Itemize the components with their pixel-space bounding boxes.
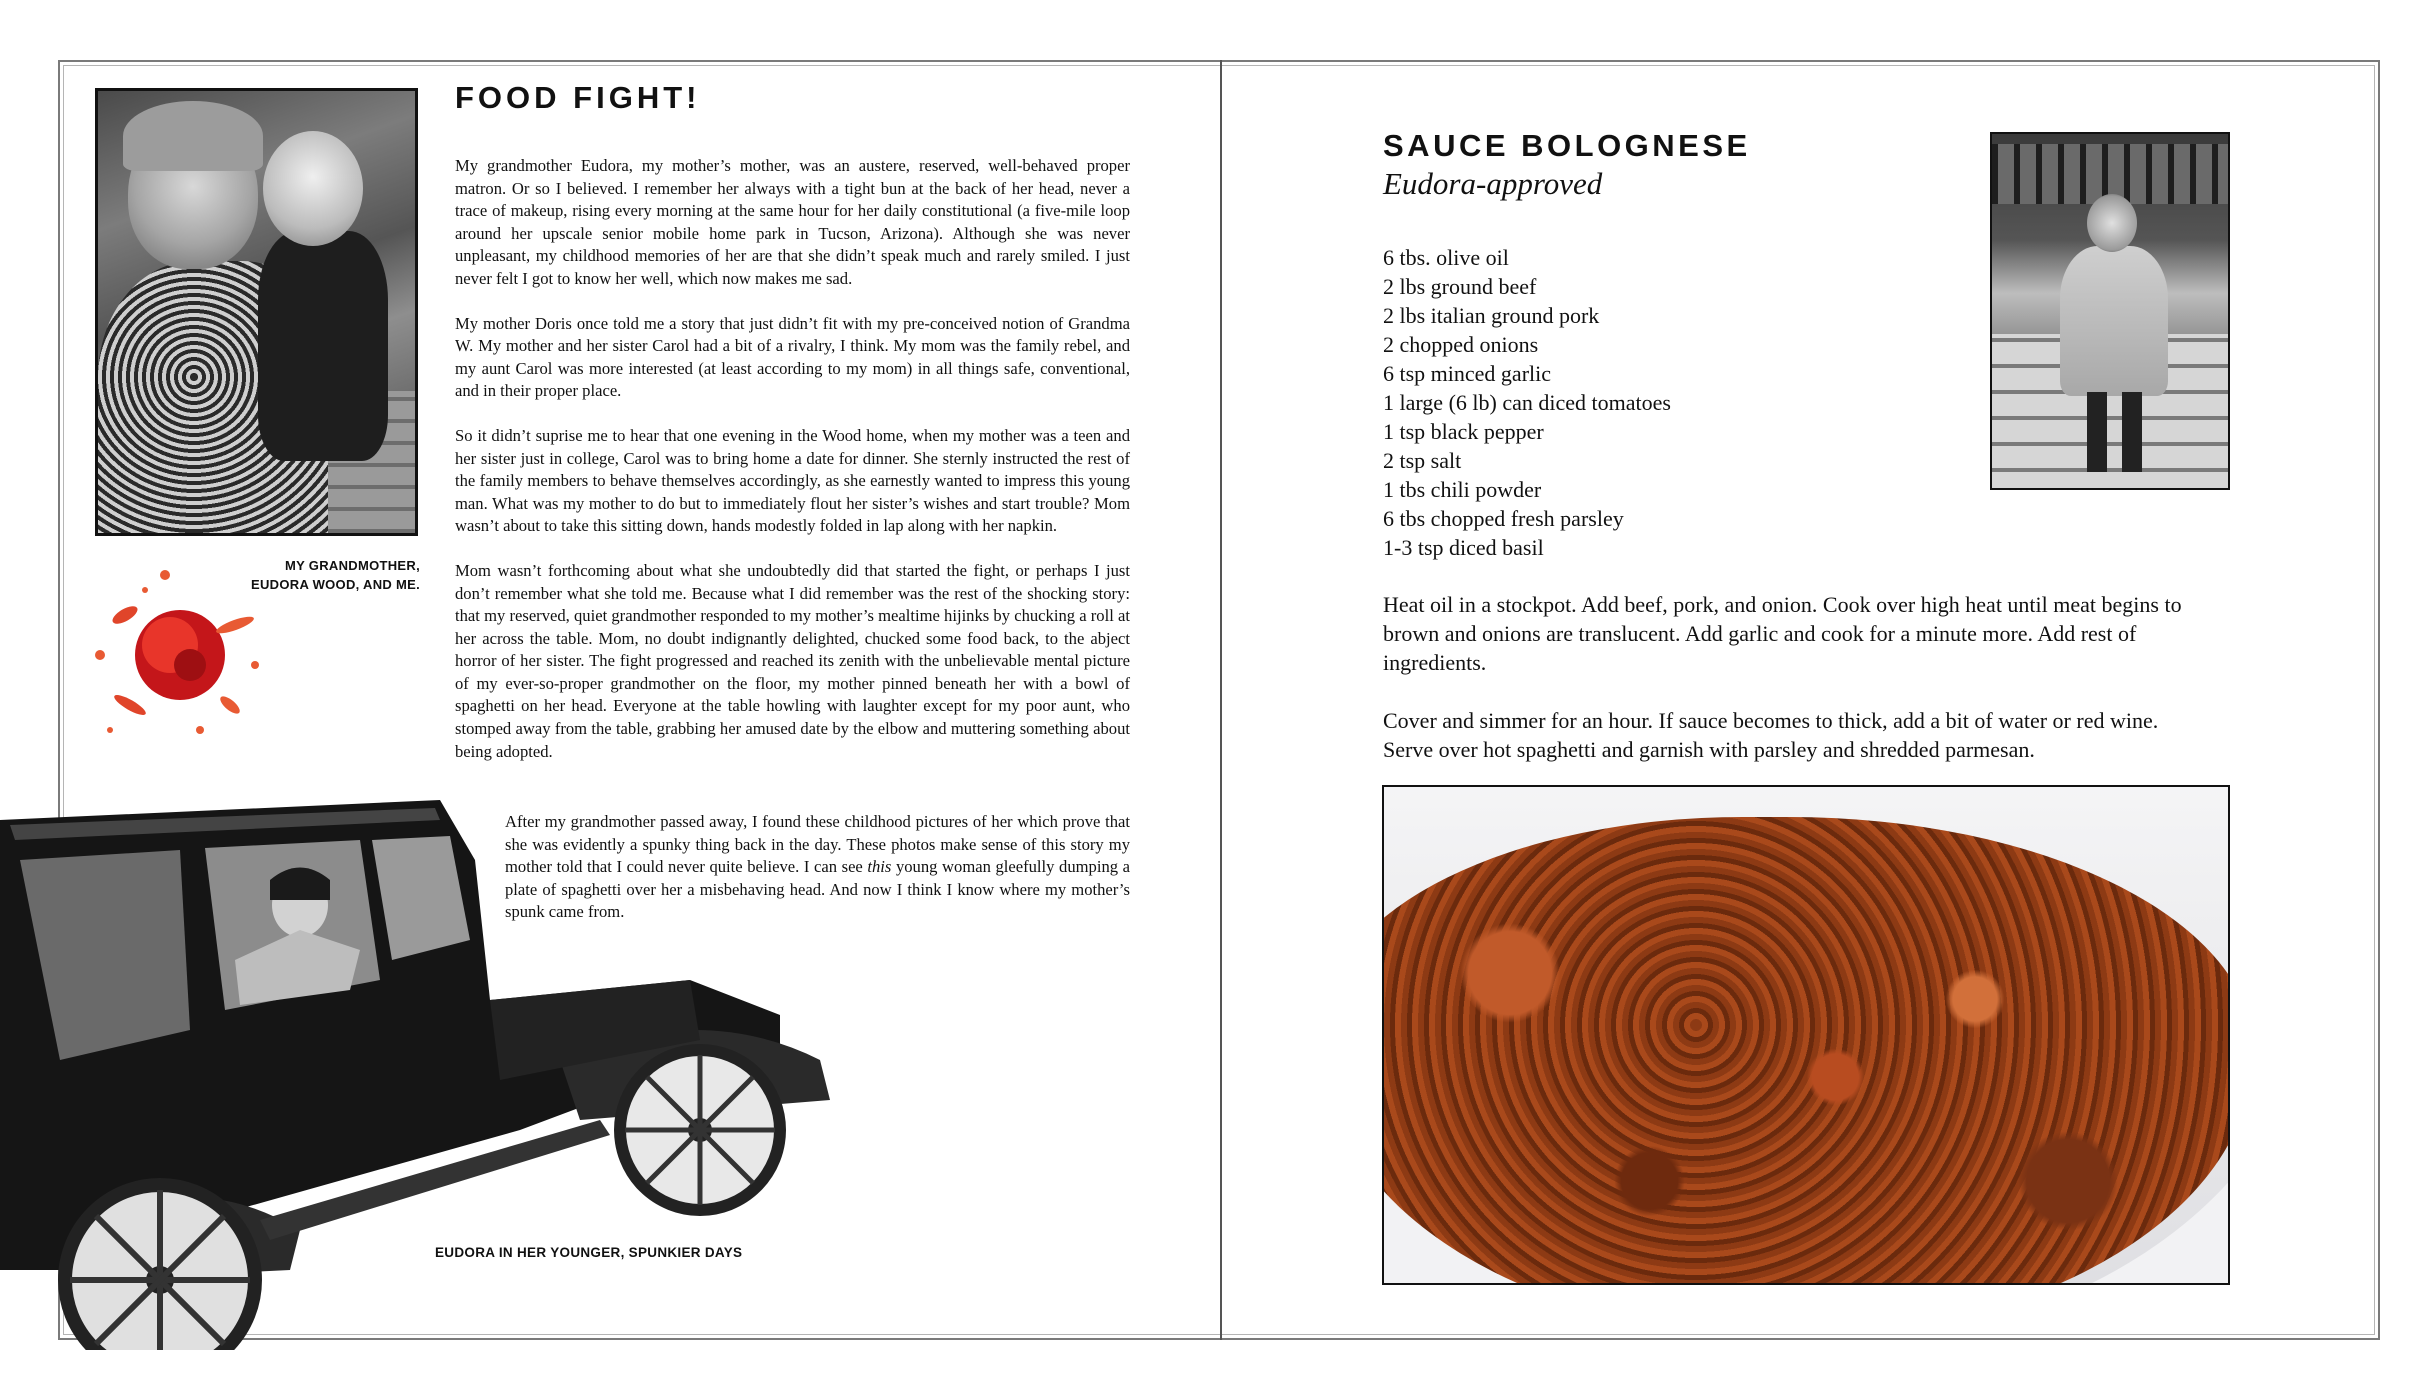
- ingredient-item: 6 tbs. olive oil: [1383, 245, 1509, 270]
- young-eudora-photo: [1990, 132, 2230, 490]
- car-photo-caption: EUDORA IN HER YOUNGER, SPUNKIER DAYS: [435, 1245, 743, 1260]
- vintage-car-photo: [0, 800, 860, 1350]
- ingredient-item: 2 lbs italian ground pork: [1383, 303, 1600, 328]
- ingredient-item: 6 tbs chopped fresh parsley: [1383, 506, 1624, 531]
- story-paragraph-3: So it didn’t suprise me to hear that one evening in the Wood home, when my mother was a teen and her sister just in college, Carol was to bring home a date for dinner. She sternly instructed the rest of the family members to behave themselves accordingly, as she earnestly wanted to impress this young man. What was my mother to do but to immediately flout her sister’s wishes and start trouble? Mom wasn’t about to take this sitting down, hands modestly folded in lap along with her napkin.: [455, 425, 1130, 536]
- ingredient-item: 1-3 tsp diced basil: [1383, 535, 1544, 560]
- method-step-2: Cover and simmer for an hour. If sauce becomes to thick, add a bit of water or red wine. Serve over hot spaghetti and garnish with parsley and shredded parmesan.: [1383, 708, 2159, 762]
- ingredient-item: 2 tsp salt: [1383, 448, 1462, 473]
- ingredient-item: 6 tsp minced garlic: [1383, 361, 1552, 386]
- page-gutter: [1220, 60, 1222, 1340]
- ingredient-item: 2 lbs ground beef: [1383, 274, 1537, 299]
- story-paragraph-5-emphasis: this: [867, 857, 892, 877]
- story-title: FOOD FIGHT!: [455, 80, 701, 115]
- grandmother-photo-caption: MY GRANDMOTHER, EUDORA WOOD, AND ME.: [251, 558, 420, 592]
- recipe-method: [1383, 590, 2213, 793]
- method-step-1: Heat oil in a stockpot. Add beef, pork, and onion. Cook over high heat until meat begins to brown and onions are translucent. Add garlic and cook for a minute more. Add rest of ingredients.: [1383, 592, 2182, 675]
- story-paragraph-2: My mother Doris once told me a story that just didn’t fit with my pre-conceived notion of Grandma W. My mother and her sister Carol had a bit of a rivalry, I think. My mom was the family rebel, and my aunt Carol was more interested (at least according to my mom) in all things safe, conventional, and in their proper place.: [455, 313, 1130, 401]
- story-paragraph-5-start: After my grandmother passed away, I found these childhood pictures of her which prove that she was evidently a spunky thing back in the day. These photos make sense of this story my mother told that I could never quite believe. I can see: [505, 812, 1130, 877]
- story-paragraph-5-end: young woman gleefully dumping a plate of spaghetti over her a misbehaving head. And now I think I know where my mother’s spunk came from.: [505, 857, 1130, 922]
- grandmother-and-child-photo: [95, 88, 418, 536]
- story-paragraph-1: My grandmother Eudora, my mother’s mother, was an austere, reserved, well-behaved proper matron. Or so I believed. I remember her always with a tight bun at the back of her head, never a trace of makeup, rising every morning at the same hour for her daily constitutional (a five-mile loop around her upscale senior mobile home park in Tucson, Arizona). Although she was never unpleasant, my childhood memories of her are that she didn’t speak much and rarely smiled. I just never felt I got to know her well, which now makes me sad.: [455, 156, 1130, 288]
- ingredient-item: 1 large (6 lb) can diced tomatoes: [1383, 390, 1671, 415]
- ingredient-item: 2 chopped onions: [1383, 332, 1539, 357]
- ingredient-item: 1 tsp black pepper: [1383, 419, 1544, 444]
- ingredient-list: [1383, 243, 1671, 562]
- recipe-subtitle: Eudora-approved: [1383, 166, 1603, 201]
- bolognese-sauce-photo: [1382, 785, 2230, 1285]
- recipe-title: SAUCE BOLOGNESE: [1383, 128, 1751, 163]
- ingredient-item: 1 tbs chili powder: [1383, 477, 1542, 502]
- story-body: [455, 155, 1130, 785]
- story-paragraph-4: Mom wasn’t forthcoming about what she undoubtedly did that started the fight, or perhaps I just don’t remember what she told me. Because what I did remember was the rest of the shocking story: that my reserved, quiet grandmother responded to my mother’s mealtime hijinks by chucking a roll at her across the table. Mom, no doubt indignantly delighted, chucked some food back, to the abject horror of her sister. The fight progressed and reached its zenith with the unbelievable mental picture of my ever-so-proper grandmother on the floor, my mother pinned beneath her with a bowl of spaghetti on her head. Everyone at the table howling with laughter except for my poor aunt, who stomped away from the table, grabbing her amused date by the elbow and muttering something about being adopted.: [455, 560, 1130, 761]
